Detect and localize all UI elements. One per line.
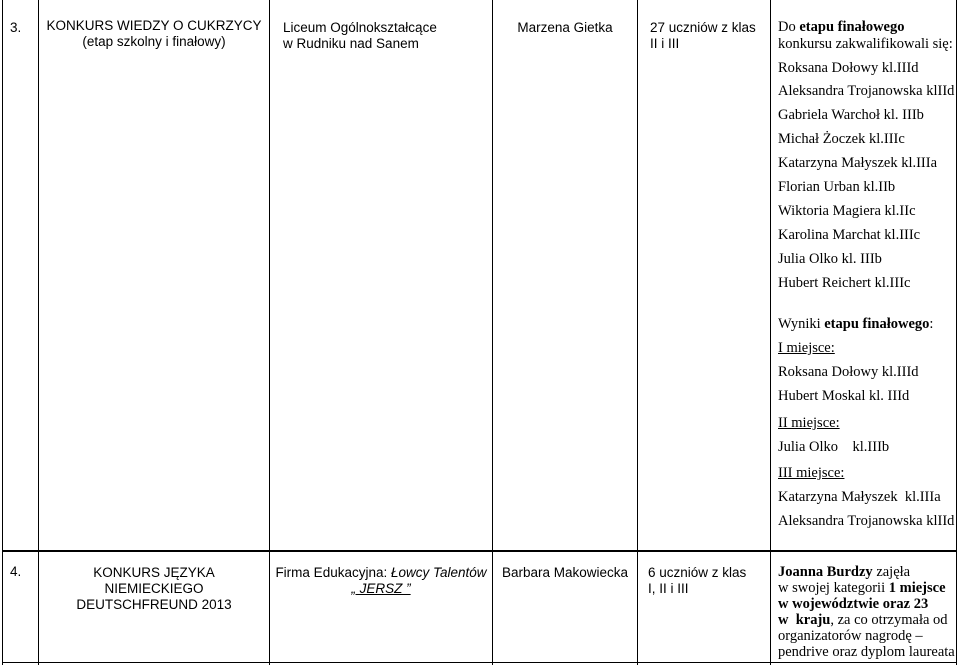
row-3-participants bbox=[650, 20, 756, 52]
organizer-line: Liceum Ogólnokształcące bbox=[283, 20, 437, 35]
row-3-number: 3. bbox=[10, 20, 22, 35]
row-3-teacher: Marzena Gietka bbox=[517, 20, 613, 35]
competition-line: KONKURS WIEDZY O CUKRZYCY bbox=[46, 18, 262, 33]
row-4-number: 4. bbox=[10, 564, 22, 579]
place-winner: Roksana Dołowy kl.IIId bbox=[778, 364, 919, 380]
organizer-line: „ JERSZ ” bbox=[351, 581, 411, 596]
participants-line: 27 uczniów z klas bbox=[650, 20, 756, 35]
table-border-left bbox=[2, 0, 3, 665]
results-intro-2: konkursu zakwalifikowali się: bbox=[778, 36, 953, 52]
final-results-heading: Wyniki etapu finałowego: bbox=[778, 316, 934, 332]
qualified-student: Julia Olko kl. IIIb bbox=[778, 251, 882, 267]
place-winner: Hubert Moskal kl. IIId bbox=[778, 388, 910, 404]
row-4-participants bbox=[648, 565, 746, 597]
result-line: w swojej kategorii 1 miejsce bbox=[778, 580, 946, 596]
competition-line: (etap szkolny i finałowy) bbox=[82, 34, 226, 49]
row-4-result bbox=[778, 564, 955, 660]
result-line: organizatorów nagrodę – bbox=[778, 628, 923, 644]
result-line: pendrive oraz dyplom laureata bbox=[778, 644, 955, 660]
row-3-competition bbox=[40, 18, 268, 50]
result-line: w kraju, za co otrzymała od bbox=[778, 612, 948, 628]
competition-line: DEUTSCHFREUND 2013 bbox=[76, 597, 232, 612]
result-line: Joanna Burdzy zajęła bbox=[778, 564, 911, 580]
column-divider-4 bbox=[637, 0, 638, 665]
place-label: II miejsce: bbox=[778, 415, 840, 431]
qualified-student: Aleksandra Trojanowska klIId bbox=[778, 83, 955, 99]
place-label: I miejsce: bbox=[778, 340, 835, 356]
qualified-student: Roksana Dołowy kl.IIId bbox=[778, 60, 919, 76]
row-divider bbox=[2, 550, 957, 552]
participants-line: II i III bbox=[650, 36, 680, 51]
qualified-student: Michał Żoczek kl.IIIc bbox=[778, 131, 905, 147]
qualified-student: Hubert Reichert kl.IIIc bbox=[778, 275, 911, 291]
results-intro: Do etapu finałowego bbox=[778, 19, 905, 35]
participants-line: I, II i III bbox=[648, 581, 689, 596]
column-divider-5 bbox=[770, 0, 771, 665]
place-winner: Aleksandra Trojanowska klIId bbox=[778, 513, 955, 529]
table-border-right bbox=[956, 0, 957, 665]
qualified-student: Gabriela Warchoł kl. IIIb bbox=[778, 107, 924, 123]
row-4-competition bbox=[40, 565, 268, 613]
competition-line: KONKURS JĘZYKA bbox=[93, 565, 215, 580]
qualified-student: Florian Urban kl.IIb bbox=[778, 179, 896, 195]
participants-line: 6 uczniów z klas bbox=[648, 565, 747, 580]
place-winner: Julia Olko kl.IIIb bbox=[778, 439, 890, 455]
organizer-line: Firma Edukacyjna: Łowcy Talentów bbox=[275, 565, 487, 580]
row-4-teacher: Barbara Makowiecka bbox=[501, 565, 629, 580]
row-3-organizer bbox=[283, 20, 437, 52]
qualified-student: Katarzyna Małyszek kl.IIIa bbox=[778, 155, 938, 171]
place-label: III miejsce: bbox=[778, 465, 845, 481]
column-divider-1 bbox=[38, 0, 39, 665]
competition-line: NIEMIECKIEGO bbox=[104, 581, 204, 596]
table-border-bottom bbox=[2, 662, 957, 663]
result-line: w województwie oraz 23 bbox=[778, 596, 929, 612]
organizer-line: w Rudniku nad Sanem bbox=[283, 36, 419, 51]
qualified-student: Karolina Marchat kl.IIIc bbox=[778, 227, 921, 243]
qualified-student: Wiktoria Magiera kl.IIc bbox=[778, 203, 916, 219]
place-winner: Katarzyna Małyszek kl.IIIa bbox=[778, 489, 941, 505]
row-4-organizer bbox=[270, 565, 492, 597]
